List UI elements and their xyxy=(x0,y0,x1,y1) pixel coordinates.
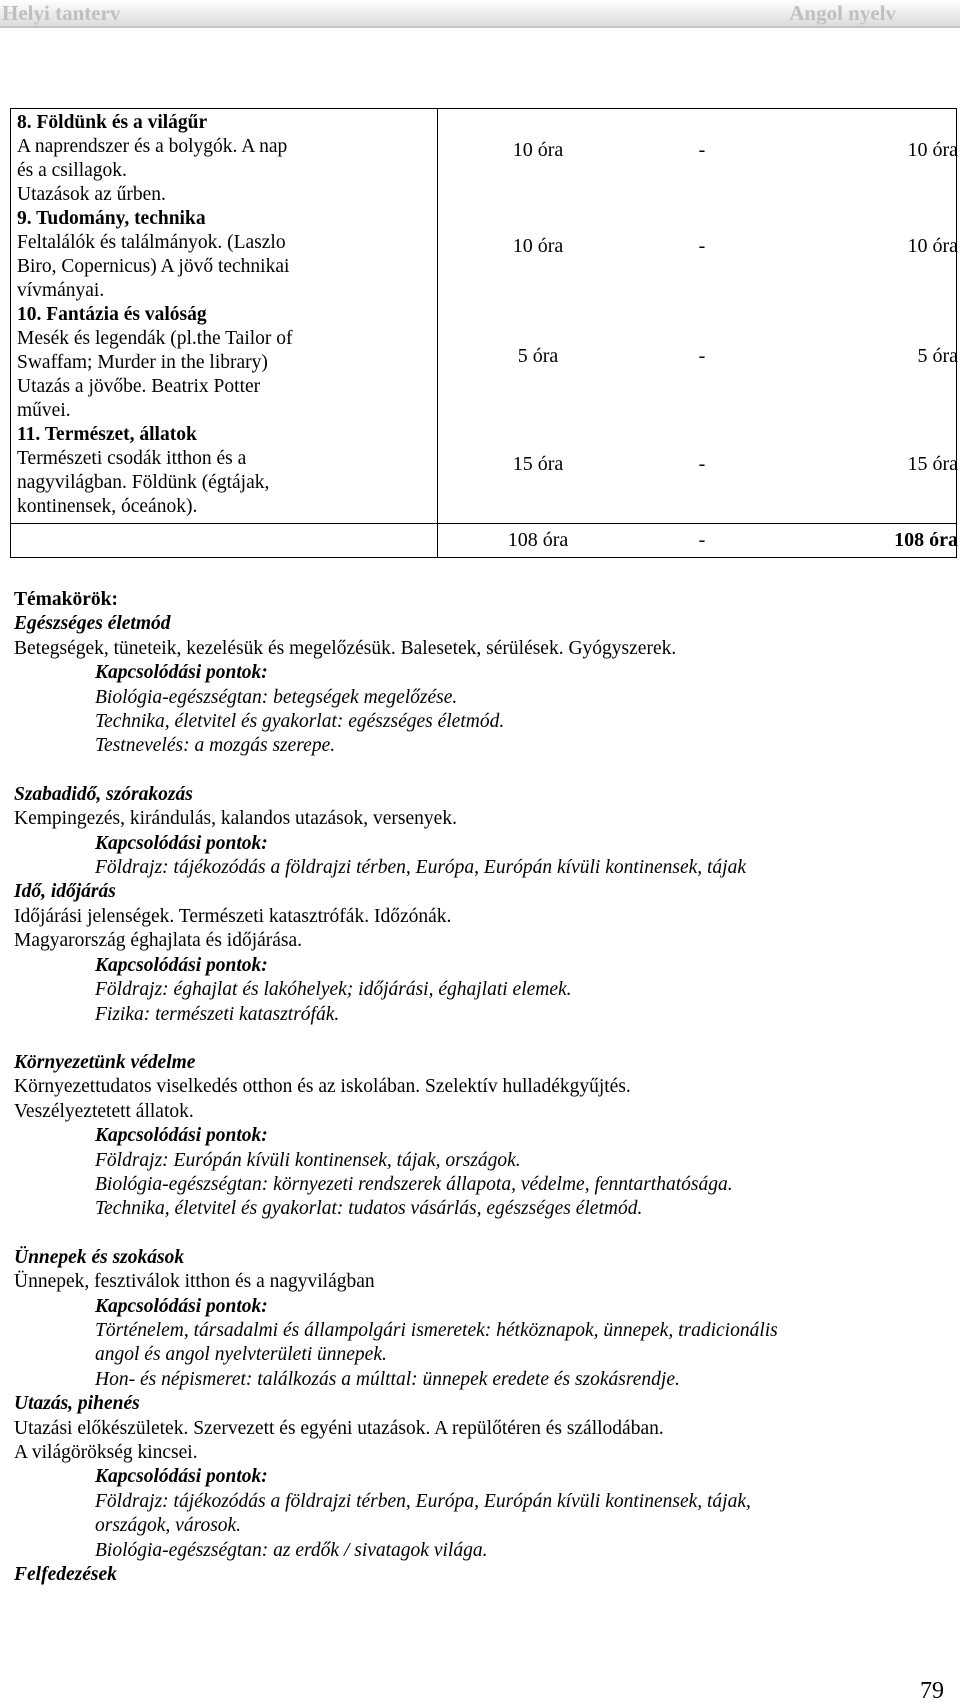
topic-line: Utazások az űrben. xyxy=(17,184,166,205)
connection-item: Földrajz: éghajlat és lakóhelyek; időjárási, éghajlati elemek. xyxy=(95,979,572,1001)
topic-line: 10. Fantázia és valóság xyxy=(17,304,207,325)
topic-line: Biro, Copernicus) A jövő technikai xyxy=(17,256,290,277)
spacer xyxy=(14,1222,944,1246)
running-header xyxy=(0,0,960,28)
hours-value-total: 15 óra xyxy=(907,453,958,475)
topic-text: A világörökség kincsei. xyxy=(14,1442,198,1463)
connection-item: angol és angol nyelvterületi ünnepek. xyxy=(95,1344,387,1366)
hours-dash: - xyxy=(698,345,706,367)
topic-line: 11. Természet, állatok xyxy=(17,424,197,445)
hours-dash: - xyxy=(698,453,706,475)
topic-heading: Szabadidő, szórakozás xyxy=(14,783,193,805)
topics-body xyxy=(14,588,944,1587)
spacer xyxy=(14,1027,944,1051)
topic-line: Feltalálók és találmányok. (Laszlo xyxy=(17,232,286,253)
page-number: 79 xyxy=(920,1678,944,1704)
connections-label: Kapcsolódási pontok: xyxy=(95,1295,268,1317)
topic-line: Swaffam; Murder in the library) xyxy=(17,352,268,373)
total-value-sum: 108 óra xyxy=(894,529,958,551)
hours-value: 10 óra xyxy=(512,139,564,161)
hours-row xyxy=(438,235,960,259)
topic-line: művei. xyxy=(17,400,71,421)
topic-line: Mesék és legendák (pl.the Tailor of xyxy=(17,328,293,349)
total-hours-cell xyxy=(438,524,957,558)
header-right-title: Angol nyelv xyxy=(789,1,896,25)
topic-line: kontinensek, óceánok). xyxy=(17,496,198,517)
total-label-cell xyxy=(11,524,438,558)
hours-row xyxy=(438,453,960,477)
connection-item: Biológia-egészségtan: az erdők / sivatagok világa. xyxy=(95,1539,488,1561)
connection-item: Hon- és népismeret: találkozás a múlttal: ünnepek eredete és szokásrendje. xyxy=(95,1368,680,1390)
connections-label: Kapcsolódási pontok: xyxy=(95,1466,268,1488)
connections-label: Kapcsolódási pontok: xyxy=(95,662,268,684)
hours-dash: - xyxy=(698,235,706,257)
hours-value: 5 óra xyxy=(517,345,559,367)
hours-dash: - xyxy=(698,139,706,161)
topic-text: Magyarország éghajlata és időjárása. xyxy=(14,930,303,952)
topic-heading: Ünnepek és szokások xyxy=(14,1246,185,1268)
hours-row xyxy=(438,345,960,369)
topic-text: Utazási előkészületek. Szervezett és egyéni utazások. A repülőtéren és szállodában. xyxy=(14,1417,664,1439)
connection-item: Földrajz: tájékozódás a földrajzi térben, Európa, Európán kívüli kontinensek, tájak, xyxy=(95,1490,751,1512)
topic-text: Veszélyeztetett állatok. xyxy=(14,1100,194,1122)
topic-text: Kempingezés, kirándulás, kalandos utazások, versenyek. xyxy=(14,808,457,830)
hours-value-total: 5 óra xyxy=(917,345,958,367)
topic-heading: Egészséges életmód xyxy=(14,613,171,635)
hours-value-total: 10 óra xyxy=(907,235,958,257)
connection-item: Technika, életvitel és gyakorlat: egészséges életmód. xyxy=(95,711,505,733)
topic-line: Természeti csodák itthon és a xyxy=(17,448,247,469)
topic-text: Időjárási jelenségek. Természeti katasztrófák. Időzónák. xyxy=(14,905,452,927)
topic-list-cell xyxy=(11,109,438,524)
topic-heading: Felfedezések xyxy=(14,1564,117,1586)
topic-text: Betegségek, tüneteik, kezelésük és megelőzésük. Balesetek, sérülések. Gyógyszerek. xyxy=(14,637,677,659)
hours-table xyxy=(10,108,957,558)
topic-heading: Idő, időjárás xyxy=(14,881,116,903)
topic-line: A naprendszer és a bolygók. A nap xyxy=(17,136,288,157)
connections-label: Kapcsolódási pontok: xyxy=(95,1125,268,1147)
topic-text: Környezettudatos viselkedés otthon és az iskolában. Szelektív hulladékgyűjtés. xyxy=(14,1076,631,1098)
connection-item: Fizika: természeti katasztrófák. xyxy=(95,1003,340,1025)
topic-line: vívmányai. xyxy=(17,280,105,301)
connection-item: országok, városok. xyxy=(95,1515,242,1537)
connection-item: Földrajz: Európán kívüli kontinensek, tájak, országok. xyxy=(95,1149,521,1171)
topic-line: Utazás a jövőbe. Beatrix Potter xyxy=(17,376,261,397)
topic-line: 8. Földünk és a világűr xyxy=(17,112,208,133)
hours-value-total: 10 óra xyxy=(907,139,958,161)
connections-label: Kapcsolódási pontok: xyxy=(95,954,268,976)
total-row xyxy=(438,529,960,553)
hours-cell xyxy=(438,109,957,524)
topic-heading: Utazás, pihenés xyxy=(14,1393,140,1415)
hours-value: 15 óra xyxy=(512,453,564,475)
topics-title: Témakörök: xyxy=(14,589,118,610)
total-dash: - xyxy=(698,529,706,551)
topic-line: és a csillagok. xyxy=(17,160,127,181)
topic-line: 9. Tudomány, technika xyxy=(17,208,206,229)
topic-text: Ünnepek, fesztiválok itthon és a nagyvilágban xyxy=(14,1271,375,1293)
spacer xyxy=(14,759,944,783)
connection-item: Biológia-egészségtan: betegségek megelőzése. xyxy=(95,686,458,708)
connection-item: Technika, életvitel és gyakorlat: tudatos vásárlás, egészséges életmód. xyxy=(95,1198,643,1220)
hours-row xyxy=(438,139,960,163)
topic-line: nagyvilágban. Földünk (égtájak, xyxy=(17,472,270,493)
connections-label: Kapcsolódási pontok: xyxy=(95,832,268,854)
topic-heading: Környezetünk védelme xyxy=(14,1051,196,1073)
connection-item: Testnevelés: a mozgás szerepe. xyxy=(95,735,336,757)
connection-item: Történelem, társadalmi és állampolgári ismeretek: hétköznapok, ünnepek, tradicionális xyxy=(95,1319,778,1341)
connection-item: Földrajz: tájékozódás a földrajzi térben, Európa, Európán kívüli kontinensek, tájak xyxy=(95,857,747,879)
header-left-title: Helyi tanterv xyxy=(2,1,121,25)
hours-value: 10 óra xyxy=(512,235,564,257)
total-value: 108 óra xyxy=(507,529,569,551)
connection-item: Biológia-egészségtan: környezeti rendszerek állapota, védelme, fenntarthatósága. xyxy=(95,1173,733,1195)
